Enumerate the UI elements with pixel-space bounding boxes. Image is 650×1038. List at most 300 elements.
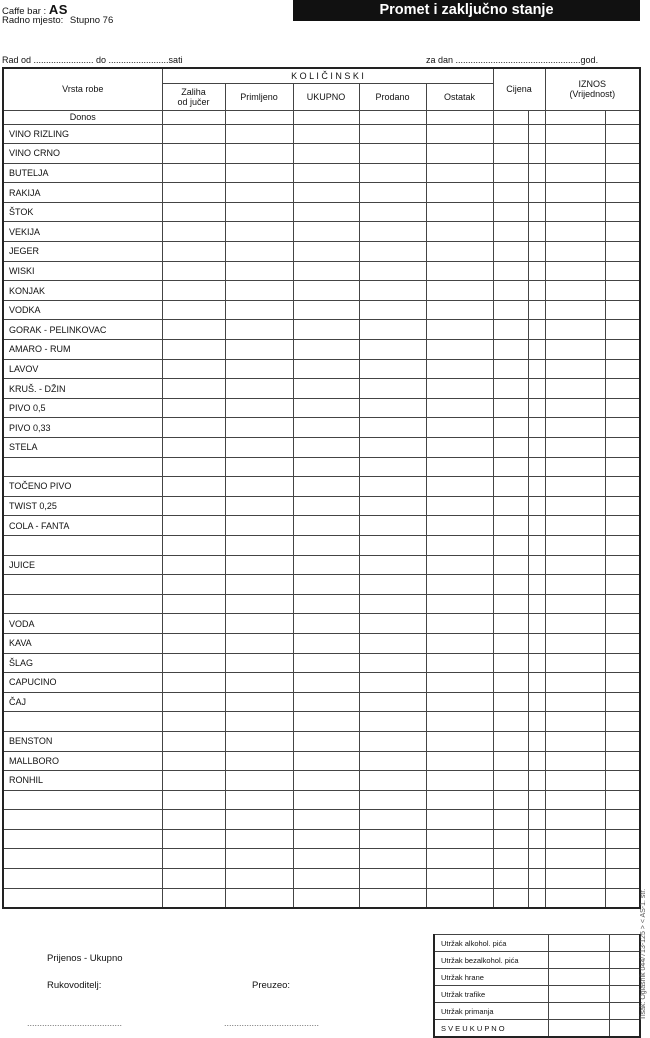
entry-cell[interactable] xyxy=(605,516,640,536)
entry-cell[interactable] xyxy=(359,300,426,320)
entry-cell[interactable] xyxy=(545,829,605,849)
entry-cell[interactable] xyxy=(293,712,359,732)
entry-cell[interactable] xyxy=(162,163,225,183)
entry-cell[interactable] xyxy=(605,731,640,751)
entry-cell[interactable] xyxy=(225,614,293,634)
entry-cell[interactable] xyxy=(162,653,225,673)
entry-cell[interactable] xyxy=(359,110,426,124)
entry-cell[interactable] xyxy=(225,183,293,203)
entry-cell[interactable] xyxy=(545,751,605,771)
entry-cell[interactable] xyxy=(528,163,545,183)
entry-cell[interactable] xyxy=(605,771,640,791)
entry-cell[interactable] xyxy=(293,888,359,908)
entry-cell[interactable] xyxy=(528,124,545,144)
entry-cell[interactable] xyxy=(545,340,605,360)
entry-cell[interactable] xyxy=(528,712,545,732)
entry-cell[interactable] xyxy=(359,692,426,712)
entry-cell[interactable] xyxy=(528,379,545,399)
entry-cell[interactable] xyxy=(528,438,545,458)
entry-cell[interactable] xyxy=(426,731,493,751)
entry-cell[interactable] xyxy=(359,614,426,634)
entry-cell[interactable] xyxy=(528,888,545,908)
entry-cell[interactable] xyxy=(359,849,426,869)
entry-cell[interactable] xyxy=(545,202,605,222)
entry-cell[interactable] xyxy=(493,222,528,242)
entry-cell[interactable] xyxy=(162,555,225,575)
entry-cell[interactable] xyxy=(528,110,545,124)
entry-cell[interactable] xyxy=(528,398,545,418)
entry-cell[interactable] xyxy=(493,300,528,320)
entry-cell[interactable] xyxy=(293,300,359,320)
summary-value-cell[interactable] xyxy=(609,935,640,952)
entry-cell[interactable] xyxy=(545,790,605,810)
entry-cell[interactable] xyxy=(545,144,605,164)
entry-cell[interactable] xyxy=(162,281,225,301)
entry-cell[interactable] xyxy=(545,496,605,516)
entry-cell[interactable] xyxy=(293,144,359,164)
entry-cell[interactable] xyxy=(162,398,225,418)
entry-cell[interactable] xyxy=(162,829,225,849)
entry-cell[interactable] xyxy=(359,869,426,889)
entry-cell[interactable] xyxy=(605,359,640,379)
entry-cell[interactable] xyxy=(359,555,426,575)
entry-cell[interactable] xyxy=(528,340,545,360)
entry-cell[interactable] xyxy=(493,379,528,399)
entry-cell[interactable] xyxy=(162,379,225,399)
entry-cell[interactable] xyxy=(162,594,225,614)
entry-cell[interactable] xyxy=(545,418,605,438)
entry-cell[interactable] xyxy=(493,163,528,183)
entry-cell[interactable] xyxy=(426,790,493,810)
entry-cell[interactable] xyxy=(528,359,545,379)
entry-cell[interactable] xyxy=(605,712,640,732)
entry-cell[interactable] xyxy=(605,790,640,810)
entry-cell[interactable] xyxy=(493,340,528,360)
entry-cell[interactable] xyxy=(225,673,293,693)
entry-cell[interactable] xyxy=(359,144,426,164)
summary-value-cell[interactable] xyxy=(609,986,640,1003)
entry-cell[interactable] xyxy=(545,653,605,673)
entry-cell[interactable] xyxy=(293,516,359,536)
entry-cell[interactable] xyxy=(545,242,605,262)
entry-cell[interactable] xyxy=(493,888,528,908)
entry-cell[interactable] xyxy=(293,183,359,203)
entry-cell[interactable] xyxy=(493,242,528,262)
entry-cell[interactable] xyxy=(605,300,640,320)
entry-cell[interactable] xyxy=(493,398,528,418)
entry-cell[interactable] xyxy=(493,438,528,458)
entry-cell[interactable] xyxy=(545,712,605,732)
entry-cell[interactable] xyxy=(493,516,528,536)
entry-cell[interactable] xyxy=(359,398,426,418)
entry-cell[interactable] xyxy=(493,712,528,732)
entry-cell[interactable] xyxy=(225,144,293,164)
entry-cell[interactable] xyxy=(545,849,605,869)
entry-cell[interactable] xyxy=(225,790,293,810)
entry-cell[interactable] xyxy=(605,320,640,340)
entry-cell[interactable] xyxy=(359,261,426,281)
entry-cell[interactable] xyxy=(426,124,493,144)
entry-cell[interactable] xyxy=(528,261,545,281)
entry-cell[interactable] xyxy=(359,790,426,810)
entry-cell[interactable] xyxy=(493,849,528,869)
entry-cell[interactable] xyxy=(162,438,225,458)
entry-cell[interactable] xyxy=(359,594,426,614)
entry-cell[interactable] xyxy=(293,810,359,830)
entry-cell[interactable] xyxy=(162,340,225,360)
entry-cell[interactable] xyxy=(426,242,493,262)
entry-cell[interactable] xyxy=(225,110,293,124)
entry-cell[interactable] xyxy=(162,359,225,379)
entry-cell[interactable] xyxy=(293,751,359,771)
entry-cell[interactable] xyxy=(225,418,293,438)
entry-cell[interactable] xyxy=(493,457,528,477)
entry-cell[interactable] xyxy=(225,594,293,614)
entry-cell[interactable] xyxy=(545,633,605,653)
entry-cell[interactable] xyxy=(545,477,605,497)
entry-cell[interactable] xyxy=(605,594,640,614)
entry-cell[interactable] xyxy=(225,575,293,595)
entry-cell[interactable] xyxy=(528,790,545,810)
entry-cell[interactable] xyxy=(359,418,426,438)
entry-cell[interactable] xyxy=(426,398,493,418)
entry-cell[interactable] xyxy=(293,653,359,673)
entry-cell[interactable] xyxy=(426,320,493,340)
entry-cell[interactable] xyxy=(528,633,545,653)
entry-cell[interactable] xyxy=(162,300,225,320)
entry-cell[interactable] xyxy=(359,222,426,242)
entry-cell[interactable] xyxy=(162,790,225,810)
entry-cell[interactable] xyxy=(162,869,225,889)
entry-cell[interactable] xyxy=(426,771,493,791)
entry-cell[interactable] xyxy=(359,163,426,183)
entry-cell[interactable] xyxy=(545,300,605,320)
entry-cell[interactable] xyxy=(359,457,426,477)
entry-cell[interactable] xyxy=(493,673,528,693)
entry-cell[interactable] xyxy=(225,124,293,144)
entry-cell[interactable] xyxy=(528,810,545,830)
entry-cell[interactable] xyxy=(528,555,545,575)
entry-cell[interactable] xyxy=(426,516,493,536)
summary-value-cell[interactable] xyxy=(548,1003,609,1020)
entry-cell[interactable] xyxy=(359,242,426,262)
entry-cell[interactable] xyxy=(293,496,359,516)
entry-cell[interactable] xyxy=(426,712,493,732)
entry-cell[interactable] xyxy=(162,242,225,262)
entry-cell[interactable] xyxy=(528,731,545,751)
entry-cell[interactable] xyxy=(605,673,640,693)
entry-cell[interactable] xyxy=(545,398,605,418)
entry-cell[interactable] xyxy=(426,673,493,693)
entry-cell[interactable] xyxy=(493,653,528,673)
entry-cell[interactable] xyxy=(162,124,225,144)
entry-cell[interactable] xyxy=(528,614,545,634)
entry-cell[interactable] xyxy=(225,320,293,340)
entry-cell[interactable] xyxy=(605,124,640,144)
entry-cell[interactable] xyxy=(162,202,225,222)
entry-cell[interactable] xyxy=(545,555,605,575)
entry-cell[interactable] xyxy=(293,535,359,555)
entry-cell[interactable] xyxy=(493,183,528,203)
entry-cell[interactable] xyxy=(493,110,528,124)
entry-cell[interactable] xyxy=(493,496,528,516)
entry-cell[interactable] xyxy=(426,751,493,771)
entry-cell[interactable] xyxy=(493,790,528,810)
entry-cell[interactable] xyxy=(293,202,359,222)
entry-cell[interactable] xyxy=(293,222,359,242)
entry-cell[interactable] xyxy=(493,124,528,144)
entry-cell[interactable] xyxy=(528,496,545,516)
entry-cell[interactable] xyxy=(225,398,293,418)
entry-cell[interactable] xyxy=(493,614,528,634)
entry-cell[interactable] xyxy=(545,731,605,751)
entry-cell[interactable] xyxy=(293,398,359,418)
entry-cell[interactable] xyxy=(162,418,225,438)
entry-cell[interactable] xyxy=(359,281,426,301)
entry-cell[interactable] xyxy=(293,261,359,281)
entry-cell[interactable] xyxy=(605,633,640,653)
entry-cell[interactable] xyxy=(605,144,640,164)
entry-cell[interactable] xyxy=(528,673,545,693)
entry-cell[interactable] xyxy=(225,810,293,830)
entry-cell[interactable] xyxy=(426,692,493,712)
entry-cell[interactable] xyxy=(426,614,493,634)
entry-cell[interactable] xyxy=(359,438,426,458)
entry-cell[interactable] xyxy=(225,300,293,320)
entry-cell[interactable] xyxy=(293,555,359,575)
entry-cell[interactable] xyxy=(493,202,528,222)
entry-cell[interactable] xyxy=(225,888,293,908)
entry-cell[interactable] xyxy=(359,673,426,693)
entry-cell[interactable] xyxy=(426,281,493,301)
entry-cell[interactable] xyxy=(162,633,225,653)
entry-cell[interactable] xyxy=(545,692,605,712)
entry-cell[interactable] xyxy=(493,261,528,281)
entry-cell[interactable] xyxy=(359,379,426,399)
entry-cell[interactable] xyxy=(528,144,545,164)
entry-cell[interactable] xyxy=(605,575,640,595)
entry-cell[interactable] xyxy=(359,731,426,751)
entry-cell[interactable] xyxy=(493,418,528,438)
summary-value-cell[interactable] xyxy=(609,952,640,969)
entry-cell[interactable] xyxy=(426,535,493,555)
entry-cell[interactable] xyxy=(225,261,293,281)
entry-cell[interactable] xyxy=(426,849,493,869)
entry-cell[interactable] xyxy=(162,712,225,732)
entry-cell[interactable] xyxy=(605,183,640,203)
entry-cell[interactable] xyxy=(426,869,493,889)
entry-cell[interactable] xyxy=(225,163,293,183)
entry-cell[interactable] xyxy=(605,888,640,908)
entry-cell[interactable] xyxy=(162,731,225,751)
entry-cell[interactable] xyxy=(293,849,359,869)
entry-cell[interactable] xyxy=(293,418,359,438)
entry-cell[interactable] xyxy=(293,771,359,791)
entry-cell[interactable] xyxy=(545,594,605,614)
entry-cell[interactable] xyxy=(162,261,225,281)
entry-cell[interactable] xyxy=(225,555,293,575)
entry-cell[interactable] xyxy=(545,222,605,242)
entry-cell[interactable] xyxy=(528,281,545,301)
entry-cell[interactable] xyxy=(545,261,605,281)
entry-cell[interactable] xyxy=(162,751,225,771)
entry-cell[interactable] xyxy=(605,496,640,516)
entry-cell[interactable] xyxy=(293,438,359,458)
entry-cell[interactable] xyxy=(426,633,493,653)
entry-cell[interactable] xyxy=(605,653,640,673)
entry-cell[interactable] xyxy=(528,692,545,712)
entry-cell[interactable] xyxy=(293,614,359,634)
entry-cell[interactable] xyxy=(225,359,293,379)
entry-cell[interactable] xyxy=(225,496,293,516)
entry-cell[interactable] xyxy=(528,457,545,477)
entry-cell[interactable] xyxy=(162,535,225,555)
entry-cell[interactable] xyxy=(528,653,545,673)
entry-cell[interactable] xyxy=(545,888,605,908)
entry-cell[interactable] xyxy=(493,144,528,164)
entry-cell[interactable] xyxy=(426,594,493,614)
entry-cell[interactable] xyxy=(359,516,426,536)
entry-cell[interactable] xyxy=(426,261,493,281)
summary-value-cell[interactable] xyxy=(548,935,609,952)
entry-cell[interactable] xyxy=(293,163,359,183)
entry-cell[interactable] xyxy=(528,575,545,595)
entry-cell[interactable] xyxy=(545,771,605,791)
entry-cell[interactable] xyxy=(493,810,528,830)
entry-cell[interactable] xyxy=(528,869,545,889)
entry-cell[interactable] xyxy=(162,614,225,634)
entry-cell[interactable] xyxy=(528,771,545,791)
entry-cell[interactable] xyxy=(162,183,225,203)
entry-cell[interactable] xyxy=(545,516,605,536)
entry-cell[interactable] xyxy=(605,340,640,360)
entry-cell[interactable] xyxy=(545,575,605,595)
entry-cell[interactable] xyxy=(225,829,293,849)
entry-cell[interactable] xyxy=(605,418,640,438)
entry-cell[interactable] xyxy=(528,594,545,614)
entry-cell[interactable] xyxy=(426,575,493,595)
entry-cell[interactable] xyxy=(293,457,359,477)
summary-value-cell[interactable] xyxy=(548,1020,609,1038)
summary-value-cell[interactable] xyxy=(609,1020,640,1038)
entry-cell[interactable] xyxy=(225,202,293,222)
entry-cell[interactable] xyxy=(493,575,528,595)
entry-cell[interactable] xyxy=(359,359,426,379)
entry-cell[interactable] xyxy=(293,829,359,849)
entry-cell[interactable] xyxy=(162,771,225,791)
entry-cell[interactable] xyxy=(426,300,493,320)
entry-cell[interactable] xyxy=(605,869,640,889)
entry-cell[interactable] xyxy=(605,110,640,124)
entry-cell[interactable] xyxy=(359,183,426,203)
entry-cell[interactable] xyxy=(225,457,293,477)
entry-cell[interactable] xyxy=(493,594,528,614)
entry-cell[interactable] xyxy=(545,163,605,183)
entry-cell[interactable] xyxy=(528,535,545,555)
entry-cell[interactable] xyxy=(528,477,545,497)
entry-cell[interactable] xyxy=(426,359,493,379)
entry-cell[interactable] xyxy=(225,222,293,242)
entry-cell[interactable] xyxy=(293,359,359,379)
entry-cell[interactable] xyxy=(528,849,545,869)
entry-cell[interactable] xyxy=(162,575,225,595)
entry-cell[interactable] xyxy=(545,379,605,399)
entry-cell[interactable] xyxy=(493,692,528,712)
entry-cell[interactable] xyxy=(493,359,528,379)
entry-cell[interactable] xyxy=(426,222,493,242)
entry-cell[interactable] xyxy=(528,222,545,242)
entry-cell[interactable] xyxy=(493,535,528,555)
entry-cell[interactable] xyxy=(162,110,225,124)
entry-cell[interactable] xyxy=(293,340,359,360)
entry-cell[interactable] xyxy=(605,438,640,458)
entry-cell[interactable] xyxy=(605,202,640,222)
entry-cell[interactable] xyxy=(225,653,293,673)
entry-cell[interactable] xyxy=(605,535,640,555)
entry-cell[interactable] xyxy=(605,398,640,418)
entry-cell[interactable] xyxy=(426,555,493,575)
entry-cell[interactable] xyxy=(426,438,493,458)
entry-cell[interactable] xyxy=(528,320,545,340)
entry-cell[interactable] xyxy=(493,633,528,653)
entry-cell[interactable] xyxy=(528,183,545,203)
entry-cell[interactable] xyxy=(225,731,293,751)
entry-cell[interactable] xyxy=(225,849,293,869)
entry-cell[interactable] xyxy=(293,869,359,889)
entry-cell[interactable] xyxy=(426,496,493,516)
entry-cell[interactable] xyxy=(605,222,640,242)
entry-cell[interactable] xyxy=(225,633,293,653)
entry-cell[interactable] xyxy=(162,692,225,712)
entry-cell[interactable] xyxy=(359,751,426,771)
entry-cell[interactable] xyxy=(493,477,528,497)
entry-cell[interactable] xyxy=(605,242,640,262)
entry-cell[interactable] xyxy=(162,810,225,830)
entry-cell[interactable] xyxy=(545,124,605,144)
entry-cell[interactable] xyxy=(293,124,359,144)
entry-cell[interactable] xyxy=(528,418,545,438)
entry-cell[interactable] xyxy=(493,320,528,340)
entry-cell[interactable] xyxy=(426,163,493,183)
entry-cell[interactable] xyxy=(545,281,605,301)
entry-cell[interactable] xyxy=(605,379,640,399)
entry-cell[interactable] xyxy=(528,300,545,320)
entry-cell[interactable] xyxy=(225,242,293,262)
summary-value-cell[interactable] xyxy=(548,952,609,969)
entry-cell[interactable] xyxy=(293,320,359,340)
entry-cell[interactable] xyxy=(605,810,640,830)
entry-cell[interactable] xyxy=(225,281,293,301)
entry-cell[interactable] xyxy=(225,340,293,360)
entry-cell[interactable] xyxy=(493,869,528,889)
entry-cell[interactable] xyxy=(426,418,493,438)
entry-cell[interactable] xyxy=(359,810,426,830)
entry-cell[interactable] xyxy=(162,320,225,340)
entry-cell[interactable] xyxy=(426,379,493,399)
entry-cell[interactable] xyxy=(359,829,426,849)
entry-cell[interactable] xyxy=(293,731,359,751)
entry-cell[interactable] xyxy=(293,692,359,712)
entry-cell[interactable] xyxy=(545,535,605,555)
entry-cell[interactable] xyxy=(605,261,640,281)
entry-cell[interactable] xyxy=(426,340,493,360)
entry-cell[interactable] xyxy=(605,555,640,575)
entry-cell[interactable] xyxy=(293,673,359,693)
entry-cell[interactable] xyxy=(493,555,528,575)
entry-cell[interactable] xyxy=(426,888,493,908)
entry-cell[interactable] xyxy=(293,790,359,810)
entry-cell[interactable] xyxy=(162,849,225,869)
